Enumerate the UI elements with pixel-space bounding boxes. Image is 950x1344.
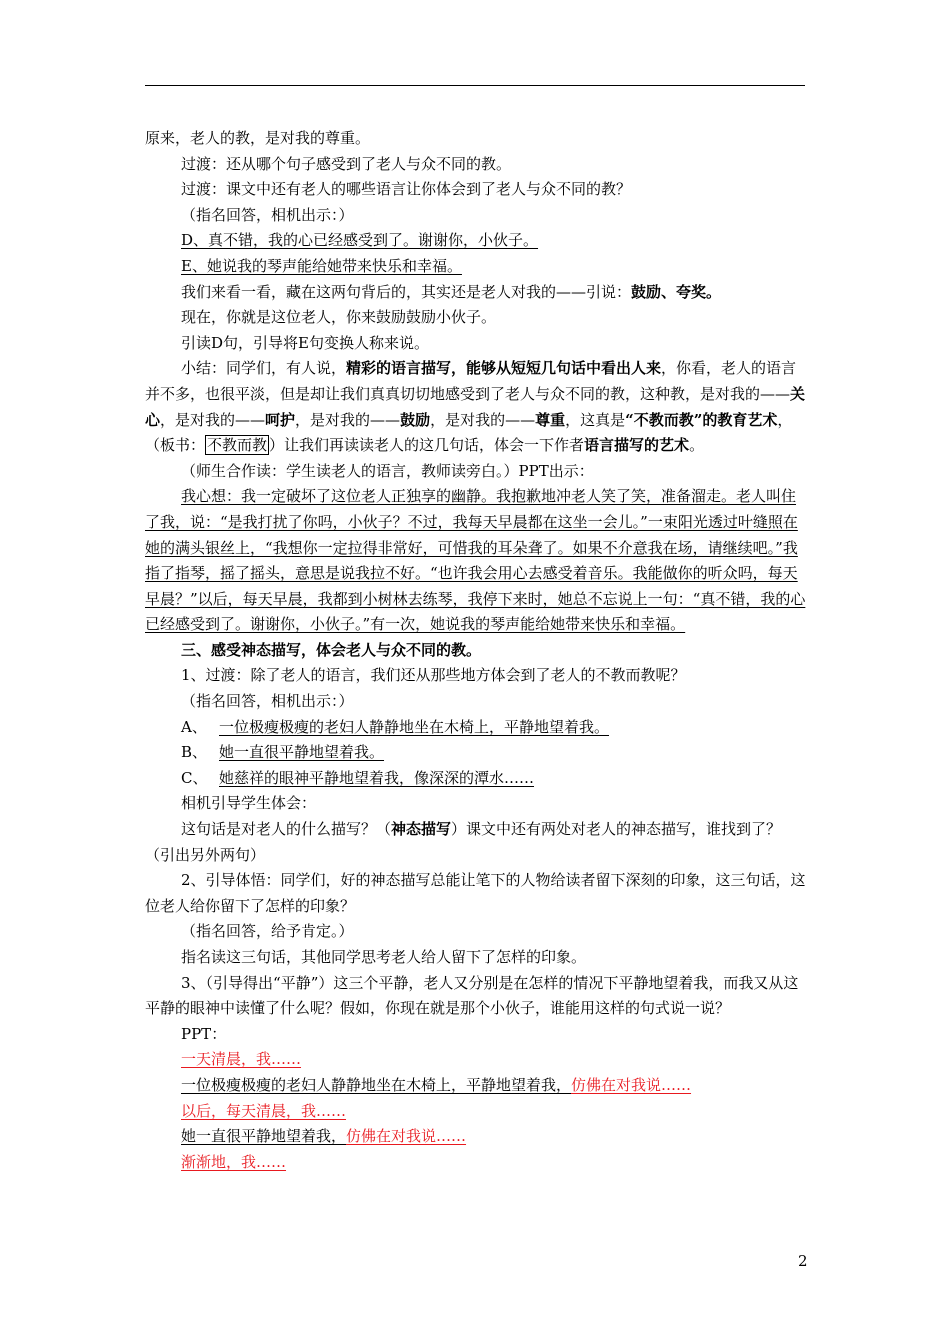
underlined-text: D、真不错，我的心已经感受到了。谢谢你，小伙子。 [181,231,539,250]
text: ，你看，老人的语言并不多，也很平淡，但是却让我们真真切切地感受到了老人与众不同的教，这种教，是对我的—— [145,359,797,403]
paragraph: 2、引导体悟：同学们，好的神态描写总能让笔下的人物给读者留下深刻的印象，这三句话，这位老人给你留下了怎样的印象？ [145,871,806,915]
underlined-text: 一位极瘦极瘦的老妇人静静地坐在木椅上，平静地望着我。 [219,717,610,736]
boxed-text: 不教而教 [207,436,268,455]
option-label: B、 [181,743,208,762]
paragraph: （师生合作读：学生读老人的语言，教师读旁白。）PPT出示： [181,461,594,480]
bold-text: 呵护 [265,410,296,429]
text: ，是对我的—— [295,410,401,429]
red-underlined-text: 一天清晨，我…… [181,1050,302,1069]
ppt-line [145,1099,810,1125]
ppt-line [145,1150,810,1176]
paragraph: 指名读这三句话，其他同学思考老人给人留下了怎样的印象。 [181,948,587,966]
red-underlined-text: 以后，每天清晨，我…… [181,1101,347,1120]
underlined-text: 她慈祥的眼神平静地望着我，像深深的潭水…… [219,768,535,787]
bold-text: 尊重 [535,410,566,429]
underlined-text: 她一直很平静地望着我。 [219,743,385,762]
option-c [145,766,810,792]
paragraph [145,280,810,306]
summary-paragraph [145,356,810,458]
bold-text: 鼓励 [400,410,431,429]
paragraph: 原来，老人的教，是对我的尊重。 [145,129,371,147]
underlined-text: 一位极瘦极瘦的老妇人静静地坐在木椅上，平静地望着我， [181,1075,572,1094]
text: ，这真是 [565,410,626,429]
paragraph: 3、（引导得出“平静”）这三个平静，老人又分别是在怎样的情况下平静地望着我，而我又从这平静的眼神中读懂了什么呢？假如，你现在就是那个小伙子，谁能用这样的句式说一说？ [145,973,799,1018]
paragraph: 过渡：课文中还有老人的哪些语言让你体会到了老人与众不同的教？ [181,180,632,199]
ppt-line [145,1047,810,1073]
text: 我们来看一看，藏在这两句背后的，其实还是老人对我的——引说： [181,282,632,301]
underlined-text: E、她说我的琴声能给她带来快乐和幸福。 [181,256,462,275]
underlined-text: 她一直很平静地望着我， [181,1127,347,1146]
paragraph: 相机引导学生体会： [181,794,317,813]
option-b [145,740,810,766]
paragraph [145,817,810,868]
paragraph: PPT： [181,1024,227,1043]
bold-text: 语言描写的艺术 [584,436,690,455]
paragraph: （指名回答，给予肯定。） [181,922,354,941]
text: 小结：同学们，有人说， [181,359,347,378]
passage [145,484,810,638]
bold-text: 精彩的语言描写，能够从短短几句话中看出人来 [346,359,662,378]
red-underlined-text: 仿佛在对我说…… [346,1127,467,1146]
text: 。 [689,436,705,455]
quote-line-d [145,228,810,254]
ppt-line [145,1073,810,1099]
option-label: C、 [181,768,208,787]
section-heading: 三、感受神态描写，体会老人与众不同的教。 [181,640,482,659]
red-underlined-text: 渐渐地，我…… [181,1152,287,1171]
text: ，（板书： [145,410,793,455]
option-a [145,715,810,741]
bold-text: “不教而教”的教育艺术 [625,410,778,429]
document-body [145,126,810,1175]
text: ）让我们再读读老人的这几句话，体会一下作者 [269,436,585,455]
text: ，是对我的—— [160,410,266,429]
paragraph: 引读D句，引导将E句变换人称来说。 [181,333,429,352]
paragraph: （指名回答，相机出示：） [181,205,354,224]
bold-text: 神态描写 [391,820,452,839]
paragraph: （指名回答，相机出示：） [181,692,354,711]
header-rule [145,85,805,86]
underlined-passage: 我心想：我一定破坏了这位老人正独享的幽静。我抱歉地冲老人笑了笑，准备溜走。老人叫住了我，说：“是我打扰了你吗，小伙子？不过，我每天早晨都在这坐一会儿。”一束阳光透过叶缝照在她的满头银丝上，“我想你一定拉得非常好，可惜我的耳朵聋了。如果不介意我在场，请继续吧。”我指了指琴，摇了摇头，意思是说我拉不好。“也许我会用心去感受着音乐。我能做你的听众吗，每天早晨？”以后，每天早晨，我都到小树林去练琴，我停下来时，她总不忘说上一句：“真不错，我的心已经感受到了。谢谢你，小伙子。”有一次，她说我的琴声能给她带来快乐和幸福。 [145,487,806,634]
quote-line-e [145,254,810,280]
text: ）课文中还有两处对老人的神态描写，谁找到了？（引出另外两句） [145,820,782,864]
option-label: A、 [181,717,207,736]
text: ，是对我的—— [430,410,536,429]
bold-text: 鼓励、夸奖。 [631,282,722,301]
page-number: 2 [798,1252,808,1270]
text: 这句话是对老人的什么描写？（ [181,820,392,839]
red-underlined-text: 仿佛在对我说…… [571,1075,692,1094]
paragraph: 现在，你就是这位老人，你来鼓励鼓励小伙子。 [181,308,497,327]
paragraph: 过渡：还从哪个句子感受到了老人与众不同的教。 [181,154,512,173]
ppt-line [145,1124,810,1150]
bold-text: 关心 [145,384,806,429]
paragraph: 1、过渡：除了老人的语言，我们还从那些地方体会到了老人的不教而教呢？ [181,666,686,685]
